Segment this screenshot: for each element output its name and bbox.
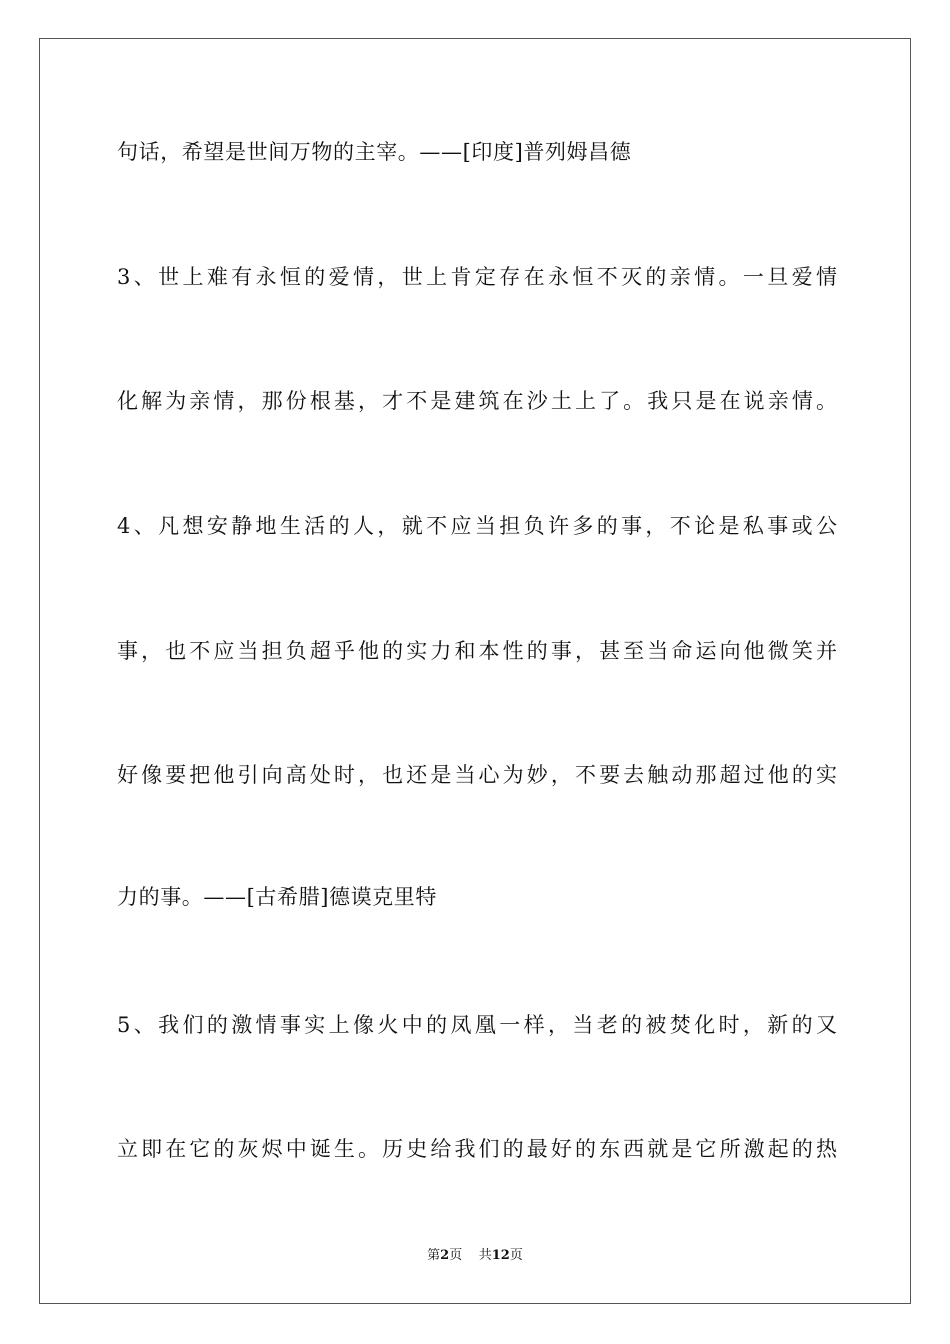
text-line-8: 5、我们的激情事实上像火中的凤凰一样，当老的被焚化时，新的又 <box>117 1013 837 1037</box>
page-prefix: 第 <box>427 1248 441 1263</box>
page-suffix: 页 <box>449 1248 463 1263</box>
text-line-6: 好像要把他引向高处时，也还是当心为妙，不要去触动那超过他的实 <box>117 763 837 787</box>
text-line-5: 事，也不应当担负超乎他的实力和本性的事，甚至当命运向他微笑并 <box>117 639 837 663</box>
text-line-7: 力的事。——[古希腊]德谟克里特 <box>117 885 437 909</box>
text-line-2: 3、世上难有永恒的爱情，世上肯定存在永恒不灭的亲情。一旦爱情 <box>117 265 837 289</box>
total-suffix: 页 <box>509 1248 523 1263</box>
text-line-9: 立即在它的灰烬中诞生。历史给我们的最好的东西就是它所激起的热 <box>117 1137 837 1161</box>
text-line-1: 句话，希望是世间万物的主宰。——[印度]普列姆昌德 <box>117 140 632 164</box>
page-number: 2 <box>440 1248 450 1263</box>
page-footer <box>0 1247 950 1265</box>
text-line-4: 4、凡想安静地生活的人，就不应当担负许多的事，不论是私事或公 <box>117 514 837 538</box>
text-line-3: 化解为亲情，那份根基，才不是建筑在沙土上了。我只是在说亲情。 <box>117 389 837 413</box>
total-pages: 12 <box>491 1248 510 1263</box>
page-border <box>39 38 911 1304</box>
total-prefix: 共 <box>478 1248 492 1263</box>
